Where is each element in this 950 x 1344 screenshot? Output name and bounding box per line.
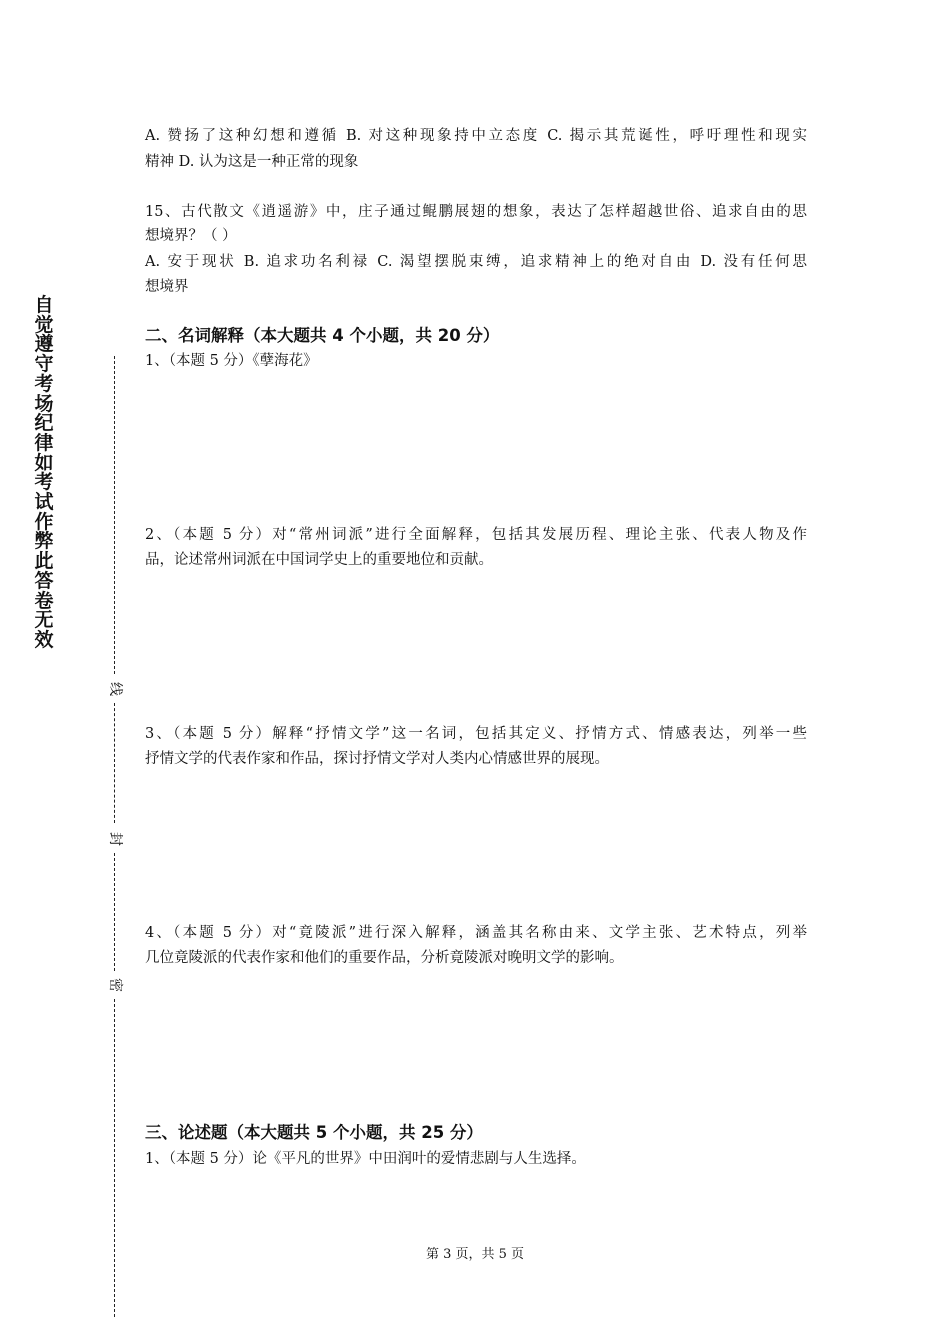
section2-q4-line2: 几位竟陵派的代表作家和他们的重要作品，分析竟陵派对晚明文学的影响。 xyxy=(145,950,624,966)
q15-stem-line1: 15、古代散文《逍遥游》中，庄子通过鲲鹏展翅的想象，表达了怎样超越世俗、追求自由的思 xyxy=(145,204,807,220)
seal-dashed-line xyxy=(114,853,115,971)
seal-char-xian: 线 xyxy=(107,682,123,696)
q14-options-line2: 精神 D. 认为这是一种正常的现象 xyxy=(145,154,359,170)
section2-q2-line2: 品，论述常州词派在中国词学史上的重要地位和贡献。 xyxy=(145,552,493,568)
seal-char-feng: 封 xyxy=(107,832,123,846)
q15-stem-line2: 想境界？（ ） xyxy=(145,228,237,244)
section3-q1: 1、（本题 5 分）论《平凡的世界》中田润叶的爱情悲剧与人生选择。 xyxy=(145,1151,586,1167)
section3-title: 三、论述题（本大题共 5 个小题，共 25 分） xyxy=(145,1123,483,1142)
exam-discipline-notice: 自觉遵守考场纪律如考试作弊此答卷无效 xyxy=(34,294,54,651)
seal-dashed-line xyxy=(114,999,115,1317)
section2-q4-line1: 4、（本题 5 分）对“竟陵派”进行深入解释，涵盖其名称由来、文学主张、艺术特点，列举 xyxy=(145,925,807,941)
q15-options-line1: A. 安于现状 B. 追求功名利禄 C. 渴望摆脱束缚，追求精神上的绝对自由 D. 没有任何思 xyxy=(145,254,807,270)
page-number: 第 3 页，共 5 页 xyxy=(425,1247,525,1262)
section2-q3-line2: 抒情文学的代表作家和作品，探讨抒情文学对人类内心情感世界的展现。 xyxy=(145,751,609,767)
q14-options-line1: A. 赞扬了这种幻想和遵循 B. 对这种现象持中立态度 C. 揭示其荒诞性，呼吁理性和现实 xyxy=(145,128,807,144)
q15-options-line2: 想境界 xyxy=(145,279,189,295)
seal-char-mi: 密 xyxy=(107,978,123,992)
section2-q2-line1: 2、（本题 5 分）对“常州词派”进行全面解释，包括其发展历程、理论主张、代表人物及作 xyxy=(145,527,807,543)
seal-dashed-line xyxy=(114,356,115,674)
section2-q3-line1: 3、（本题 5 分）解释“抒情文学”这一名词，包括其定义、抒情方式、情感表达，列举一些 xyxy=(145,726,807,742)
section2-q1: 1、（本题 5 分）《孽海花》 xyxy=(145,353,318,369)
seal-dashed-line xyxy=(114,703,115,823)
section2-title: 二、名词解释（本大题共 4 个小题，共 20 分） xyxy=(145,326,500,345)
